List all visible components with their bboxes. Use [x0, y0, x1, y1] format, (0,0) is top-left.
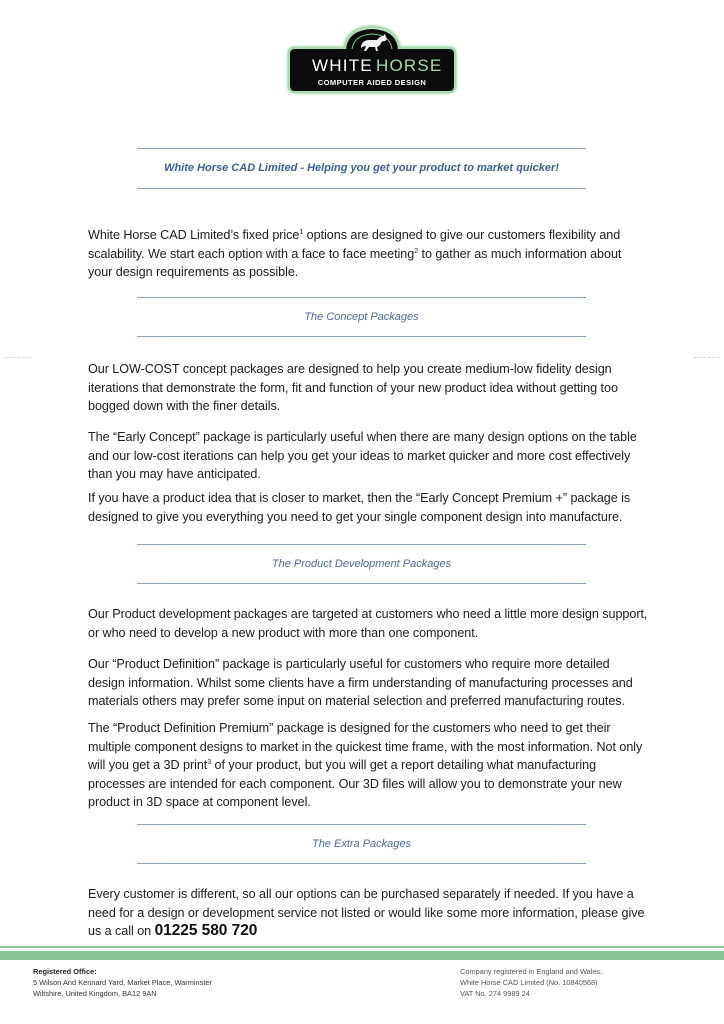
edge-mark-right [694, 357, 720, 358]
footer-bar-thin [0, 946, 724, 948]
product-dev-heading: The Product Development Packages [271, 558, 452, 570]
concept-paragraph-2: The “Early Concept” package is particularly useful when there are many design options on the table and our low-cost iterations can help you get your ideas to market quicker and more cost effectively than you may have anticipated. [88, 430, 637, 481]
logo-word-horse: HORSE [376, 56, 443, 75]
tagline-rule-bottom [137, 188, 586, 189]
product-dev-paragraph-2: Our “Product Definition” package is particularly useful for customers who require more detailed design information. Whilst some clients have a firm understanding of manufacturing processes and materials others may prefer some input on material selection and preferred manufacturing routes. [88, 657, 633, 708]
registered-office-line-1: 5 Wilson And Kennard Yard, Market Place, Warminster [33, 978, 212, 987]
company-registration-line-3: VAT No. 274 9989 24 [460, 989, 530, 998]
extra-rule-bottom [137, 863, 586, 864]
extra-rule-top [137, 824, 586, 825]
tagline-rule-top [137, 148, 586, 149]
product-dev-paragraph-3: The “Product Definition Premium” package is designed for the customers who need to get their multiple component designs to market in the quickest time frame, with the most information. Not only will you get a 3D print$^3$ of your product, but you will get a report detailing what manufacturing processes are intended for each component. Our 3D files will allow you to demonstrate your new product in 3D space at component level. [88, 721, 643, 809]
logo-word-white: WHITE [312, 56, 373, 75]
company-registration-line-1: Company registered in England and Wales. [460, 967, 603, 976]
tagline: White Horse CAD Limited - Helping you get your product to market quicker! [164, 162, 559, 174]
footnote-3: 3 [207, 759, 212, 766]
registered-office-title: Registered Office: [33, 967, 97, 976]
logo-subtitle: COMPUTER AIDED DESIGN [317, 78, 427, 87]
extra-paragraph: Every customer is different, so all our options can be purchased separately if needed. If you have a need for a design or development service not listed or would like some more information, please give us a call on 01225 580 720 [88, 887, 645, 939]
concept-paragraph-1: Our LOW-COST concept packages are designed to help you create medium-low fidelity design iterations that demonstrate the form, fit and function of your new product idea without getting too bogged down with the finer details. [88, 362, 618, 413]
footnote-1: 1 [299, 229, 304, 236]
concept-rule-top [137, 297, 586, 298]
intro-paragraph: White Horse CAD Limited’s fixed price$^1$ options are designed to give our customers flexibility and scalability. We start each option with a face to face meeting$^2$ to gather as much information about your design requirements as possible. [88, 228, 622, 279]
product-dev-rule-top [137, 544, 586, 545]
registered-office-line-2: Wiltshire, United Kingdom, BA12 9AN [33, 989, 157, 998]
footer-bar-thick [0, 951, 724, 960]
concept-rule-bottom [137, 336, 586, 337]
extra-heading: The Extra Packages [311, 838, 412, 850]
concept-paragraph-3: If you have a product idea that is closer to market, then the “Early Concept Premium +” package is designed to give you everything you need to get your single component design into manufacture. [88, 491, 631, 524]
product-dev-rule-bottom [137, 583, 586, 584]
edge-mark-left [4, 357, 30, 358]
company-registration [460, 966, 602, 999]
concept-heading: The Concept Packages [304, 311, 419, 323]
product-dev-paragraph-1: Our Product development packages are targeted at customers who need a little more design support, or who need to develop a new product with more than one component. [88, 607, 648, 640]
footnote-2: 2 [414, 247, 419, 255]
white-horse-logo [281, 24, 463, 96]
company-registration-line-2: White Horse CAD Limited (No. 10840568) [460, 978, 598, 987]
registered-office [33, 966, 212, 999]
phone-number[interactable]: 01225 580 720 [154, 922, 258, 939]
